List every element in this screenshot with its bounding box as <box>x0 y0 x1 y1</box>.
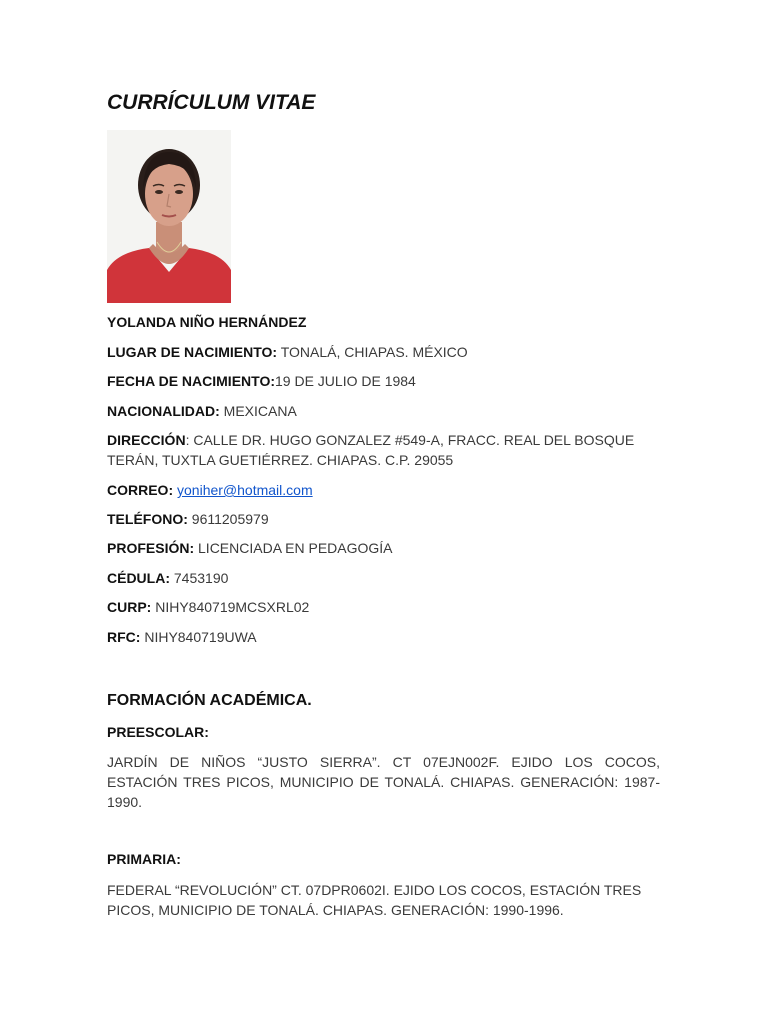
birthdate-row <box>107 372 662 392</box>
profession-row <box>107 539 662 559</box>
person-name-text: YOLANDA NIÑO HERNÁNDEZ <box>107 314 307 330</box>
address-label: DIRECCIÓN <box>107 432 186 448</box>
primary-heading: PRIMARIA: <box>107 851 181 867</box>
birthdate-value: 19 DE JULIO DE 1984 <box>275 373 416 389</box>
portrait-image <box>107 130 231 303</box>
phone-row <box>107 510 662 530</box>
curp-value: NIHY840719MCSXRL02 <box>151 599 310 615</box>
document-title: CURRÍCULUM VITAE <box>107 91 316 114</box>
birthplace-row <box>107 343 662 363</box>
education-heading: FORMACIÓN ACADÉMICA. <box>107 692 312 709</box>
id-value: 7453190 <box>170 570 229 586</box>
rfc-row <box>107 628 662 648</box>
email-link[interactable]: yoniher@hotmail.com <box>177 482 313 498</box>
curp-row <box>107 598 662 618</box>
person-name <box>107 313 662 333</box>
profession-label: PROFESIÓN: <box>107 540 195 556</box>
preschool-heading: PREESCOLAR: <box>107 724 209 740</box>
address-value: : CALLE DR. HUGO GONZALEZ #549-A, FRACC. REAL DEL BOSQUE TERÁN, TUXTLA GUETIÉRREZ. CHIAPAS. C.P. 29055 <box>107 432 635 468</box>
nationality-row <box>107 402 662 422</box>
profile-photo <box>107 130 231 303</box>
primary-text: FEDERAL “REVOLUCIÓN” CT. 07DPR0602I. EJIDO LOS COCOS, ESTACIÓN TRES PICOS, MUNICIPIO DE TONALÁ. CHIAPAS. GENERACIÓN: 1990-1996. <box>107 882 642 918</box>
email-label: CORREO: <box>107 482 174 498</box>
id-row <box>107 569 662 589</box>
nationality-value: MEXICANA <box>219 403 297 419</box>
profession-value: LICENCIADA EN PEDAGOGÍA <box>194 540 393 556</box>
rfc-label: RFC: <box>107 629 141 645</box>
phone-value: 9611205979 <box>187 511 269 527</box>
email-row <box>107 481 662 501</box>
rfc-value: NIHY840719UWA <box>140 629 257 645</box>
nationality-label: NACIONALIDAD: <box>107 403 220 419</box>
id-label: CÉDULA: <box>107 570 170 586</box>
birthplace-label: LUGAR DE NACIMIENTO: <box>107 344 278 360</box>
birthdate-label: FECHA DE NACIMIENTO: <box>107 373 275 389</box>
phone-label: TELÉFONO: <box>107 511 188 527</box>
address-row <box>107 431 662 470</box>
preschool-text: JARDÍN DE NIÑOS “JUSTO SIERRA”. CT 07EJN002F. EJIDO LOS COCOS, ESTACIÓN TRES PICOS, MUNICIPIO DE TONALÁ. CHIAPAS. GENERACIÓN: 1987-1990. <box>107 754 660 810</box>
birthplace-value: TONALÁ, CHIAPAS. MÉXICO <box>277 344 468 360</box>
curp-label: CURP: <box>107 599 152 615</box>
